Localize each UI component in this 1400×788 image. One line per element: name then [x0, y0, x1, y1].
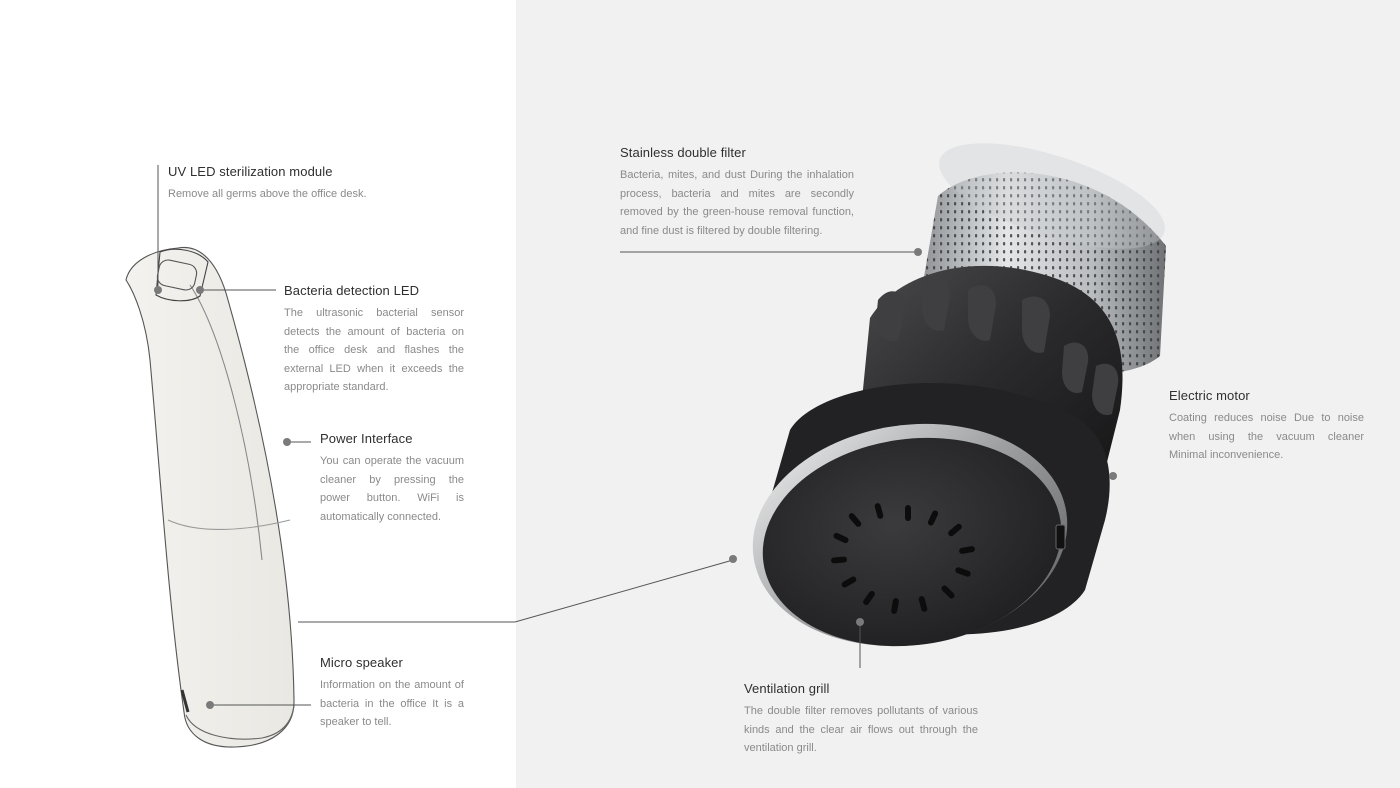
annotation-title: Stainless double filter — [620, 145, 746, 160]
annotation-power-interface — [320, 431, 464, 526]
annotation-desc: Coating reduces noise Due to noise when using the vacuum cleaner Minimal inconvenience. — [1169, 412, 1364, 461]
anchor-dot-bacteria — [196, 286, 204, 294]
annotation-desc: Information on the amount of bacteria in the office It is a speaker to tell. — [320, 679, 464, 728]
annotation-desc: Remove all germs above the office desk. — [168, 188, 367, 200]
annotation-title: Electric motor — [1169, 388, 1250, 403]
anchor-dot-uv — [154, 286, 162, 294]
anchor-dot-grill-link — [729, 555, 737, 563]
annotation-title: Micro speaker — [320, 655, 403, 670]
annotation-title: Power Interface — [320, 431, 413, 446]
anchor-dot-motor — [1109, 472, 1117, 480]
annotation-title: Bacteria detection LED — [284, 283, 420, 298]
annotation-ventilation-grill — [744, 681, 978, 758]
anchor-dot-power — [283, 438, 291, 446]
annotation-electric-motor — [1169, 388, 1364, 465]
annotation-desc: The ultrasonic bacterial sensor detects the amount of bacteria on the office desk and flashes the external LED when it exceeds the appropriate standard. — [284, 307, 464, 393]
anchor-dot-grill — [856, 618, 864, 626]
annotation-desc: The double filter removes pollutants of various kinds and the clear air flows out through the ventilation grill. — [744, 705, 978, 754]
annotation-bacteria-led — [284, 283, 464, 397]
annotation-desc: Bacteria, mites, and dust During the inhalation process, bacteria and mites are secondly removed by the green-house removal function, and fine dust is filtered by double filtering. — [620, 169, 854, 237]
annotation-desc: You can operate the vacuum cleaner by pressing the power button. WiFi is automatically connected. — [320, 455, 464, 523]
annotation-uv-led — [168, 164, 428, 204]
handheld-device-sketch — [126, 247, 294, 747]
annotation-micro-speaker — [320, 655, 464, 732]
annotation-stainless-filter — [620, 145, 854, 240]
annotation-title: UV LED sterilization module — [168, 164, 333, 179]
anchor-dot-filter — [914, 248, 922, 256]
annotation-title: Ventilation grill — [744, 681, 830, 696]
anchor-dot-speaker — [206, 701, 214, 709]
